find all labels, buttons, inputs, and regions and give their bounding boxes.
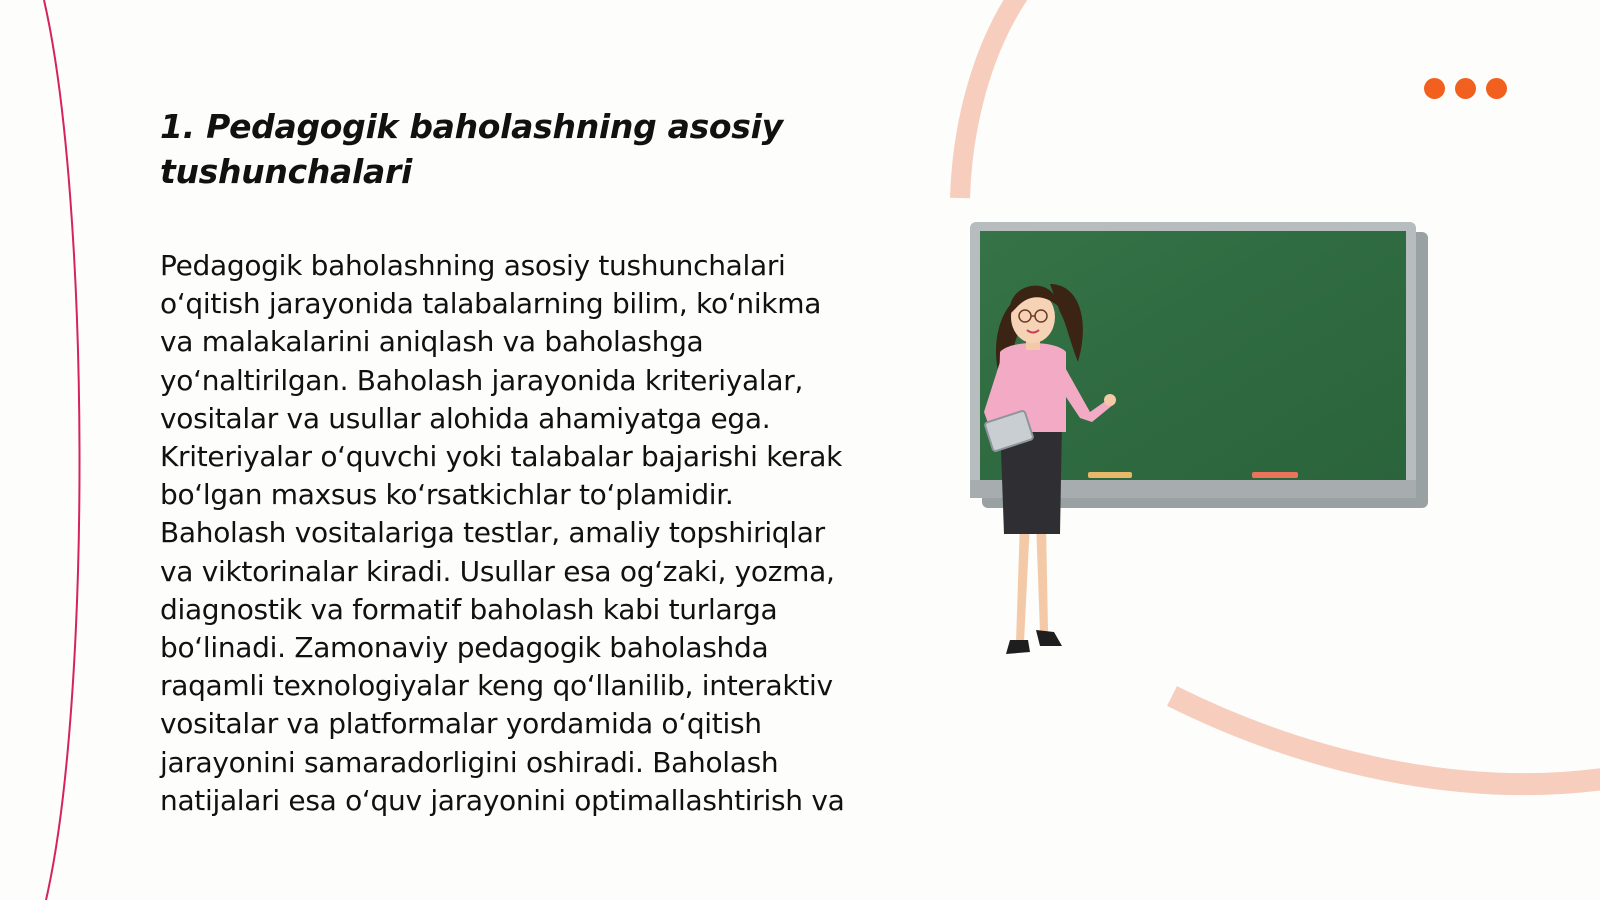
three-dots-icon	[1424, 78, 1507, 99]
slide-body-text: Pedagogik baholashning asosiy tushunchalari o‘qitish jarayonida talabalarning bilim, ko‘nikma va malakalarini aniqlash va baholashga yo‘naltirilgan. Baholash jarayonida kriteriyalar, vositalar va usullar alohida ahamiyatga ega. Kriteriyalar o‘quvchi yoki talabalar bajarishi kerak bo‘lgan maxsus ko‘rsatkichlar to‘plamidir. Baholash vositalariga testlar, amaliy topshiriqlar va viktorinalar kiradi. Usullar esa og‘zaki, yozma, diagnostik va formatif baholash kabi turlarga bo‘linadi. Zamonaviy pedagogik baholashda raqamli texnologiyalar keng qo‘llanilib, interaktiv vositalar va platformalar yordamida o‘qitish jarayonini samaradorligini oshiradi. Baholash natijalari esa o‘quv jarayonini optimallashtirish va	[160, 249, 845, 817]
dot	[1424, 78, 1445, 99]
top-peach-arc	[960, 0, 1022, 198]
bottom-peach-arc	[1172, 696, 1600, 784]
teacher-chalkboard-illustration	[970, 222, 1430, 692]
dot	[1455, 78, 1476, 99]
left-border-curve	[44, 0, 80, 900]
slide-title: 1. Pedagogik baholashning asosiy tushunchalari	[160, 107, 783, 191]
dot	[1486, 78, 1507, 99]
